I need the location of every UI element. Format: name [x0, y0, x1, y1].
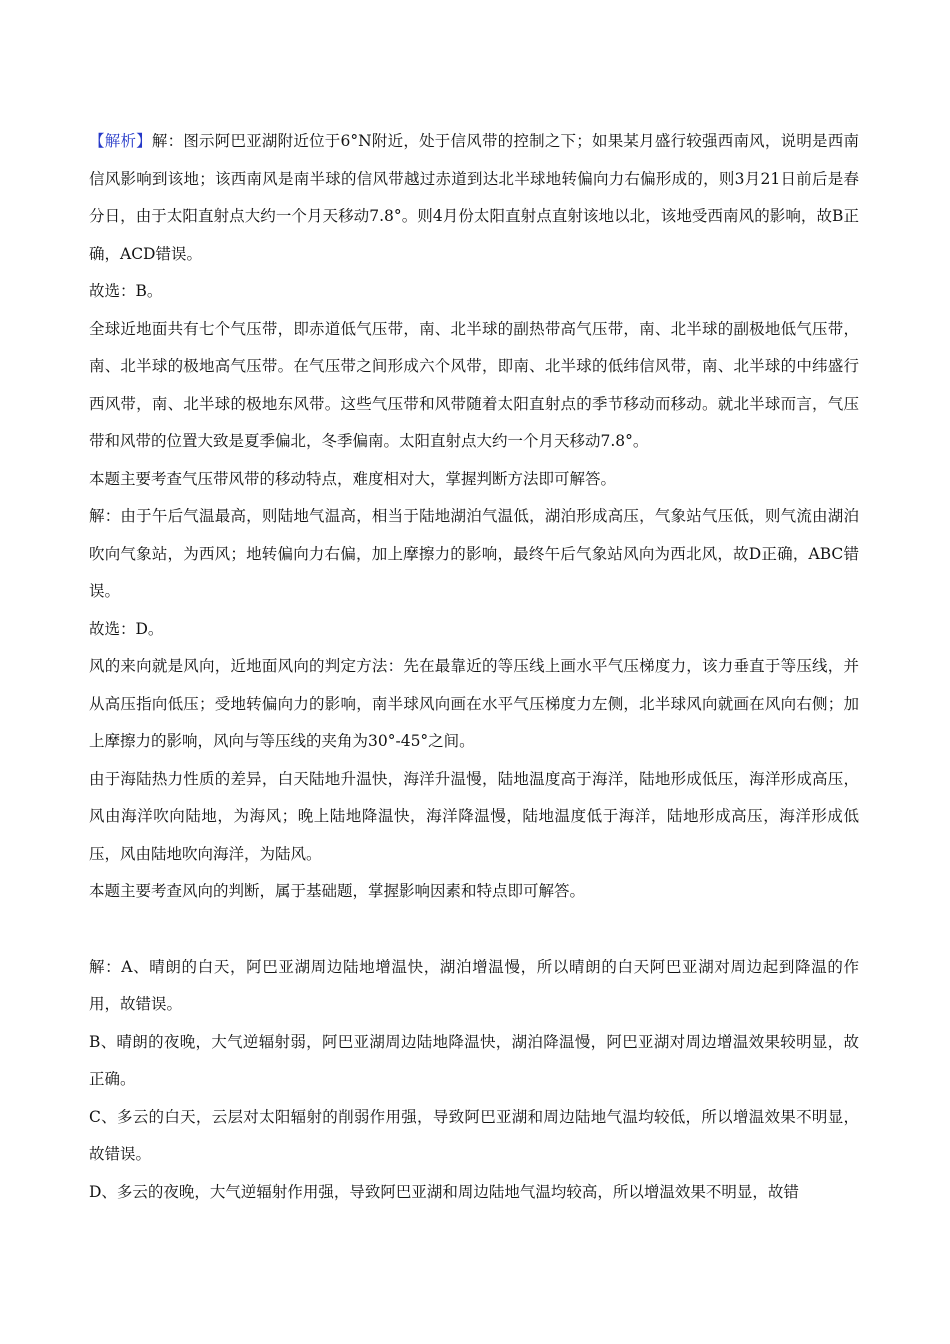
analysis-tag: 【解析】 — [89, 132, 152, 150]
solution-paragraph-2: 解：由于午后气温最高，则陆地气温高，相当于陆地湖泊气温低，湖泊形成高压，气象站气压低，则气流由湖泊吹向气象站，为西风；地转偏向力右偏，加上摩擦力的影响，最终午后气象站风向为西北风，故D正确，ABC错误。 — [89, 507, 859, 600]
summary-line-2: 本题主要考查风向的判断，属于基础题，掌握影响因素和特点即可解答。 — [89, 882, 586, 900]
option-a-paragraph: 解：A、晴朗的白天，阿巴亚湖周边陆地增温快，湖泊增温慢，所以晴朗的白天阿巴亚湖对周边起到降温的作用，故错误。 — [89, 957, 859, 1013]
summary-line-1: 本题主要考查气压带风带的移动特点，难度相对大，掌握判断方法即可解答。 — [89, 469, 617, 488]
analysis-text: 解：图示阿巴亚湖附近位于6°N附近，处于信风带的控制之下；如果某月盛行较强西南风，说明是西南信风影响到该地；该西南风是南半球的信风带越过赤道到达北半球地转偏向力右偏形成的，则3月21日前后是春分日，由于太阳直射点大约一个月天移动7.8°。则4月份太阳直射点直射该地以北，该地受西南风的影响，故B正确，ACD错误。 — [89, 132, 859, 263]
explanation-paragraph-3: 由于海陆热力性质的差异，白天陆地升温快，海洋升温慢，陆地温度高于海洋，陆地形成低压，海洋形成高压，风由海洋吹向陆地，为海风；晚上陆地降温快，海洋降温慢，陆地温度低于海洋，陆地形成高压，海洋形成低压，风由陆地吹向海洋，为陆风。 — [89, 769, 859, 863]
document-content — [89, 123, 859, 1211]
option-b-paragraph: B、晴朗的夜晚，大气逆辐射弱，阿巴亚湖周边陆地降温快，湖泊降温慢，阿巴亚湖对周边增温效果较明显，故正确。 — [89, 1032, 859, 1088]
explanation-paragraph-1: 全球近地面共有七个气压带，即赤道低气压带，南、北半球的副热带高气压带，南、北半球的副极地低气压带，南、北半球的极地高气压带。在气压带之间形成六个风带，即南、北半球的低纬信风带，南、北半球的中纬盛行西风带，南、北半球的极地东风带。这些气压带和风带随着太阳直射点的季节移动而移动。就北半球而言，气压带和风带的位置大致是夏季偏北，冬季偏南。太阳直射点大约一个月天移动7.8°。 — [89, 319, 859, 450]
analysis-paragraph-1 — [89, 123, 859, 273]
answer-line-2: 故选：D。 — [89, 619, 164, 638]
answer-line-1: 故选：B。 — [89, 282, 163, 300]
section-gap — [89, 911, 859, 949]
option-d-paragraph: D、多云的夜晚，大气逆辐射作用强，导致阿巴亚湖和周边陆地气温均较高，所以增温效果不明显，故错 — [89, 1182, 799, 1201]
option-c-paragraph: C、多云的白天，云层对太阳辐射的削弱作用强，导致阿巴亚湖和周边陆地气温均较低，所以增温效果不明显，故错误。 — [89, 1107, 859, 1163]
explanation-paragraph-2: 风的来向就是风向，近地面风向的判定方法：先在最靠近的等压线上画水平气压梯度力，该力垂直于等压线，并从高压指向低压；受地转偏向力的影响，南半球风向画在水平气压梯度力左侧，北半球风向就画在风向右侧；加上摩擦力的影响，风向与等压线的夹角为30°-45°之间。 — [89, 657, 859, 750]
